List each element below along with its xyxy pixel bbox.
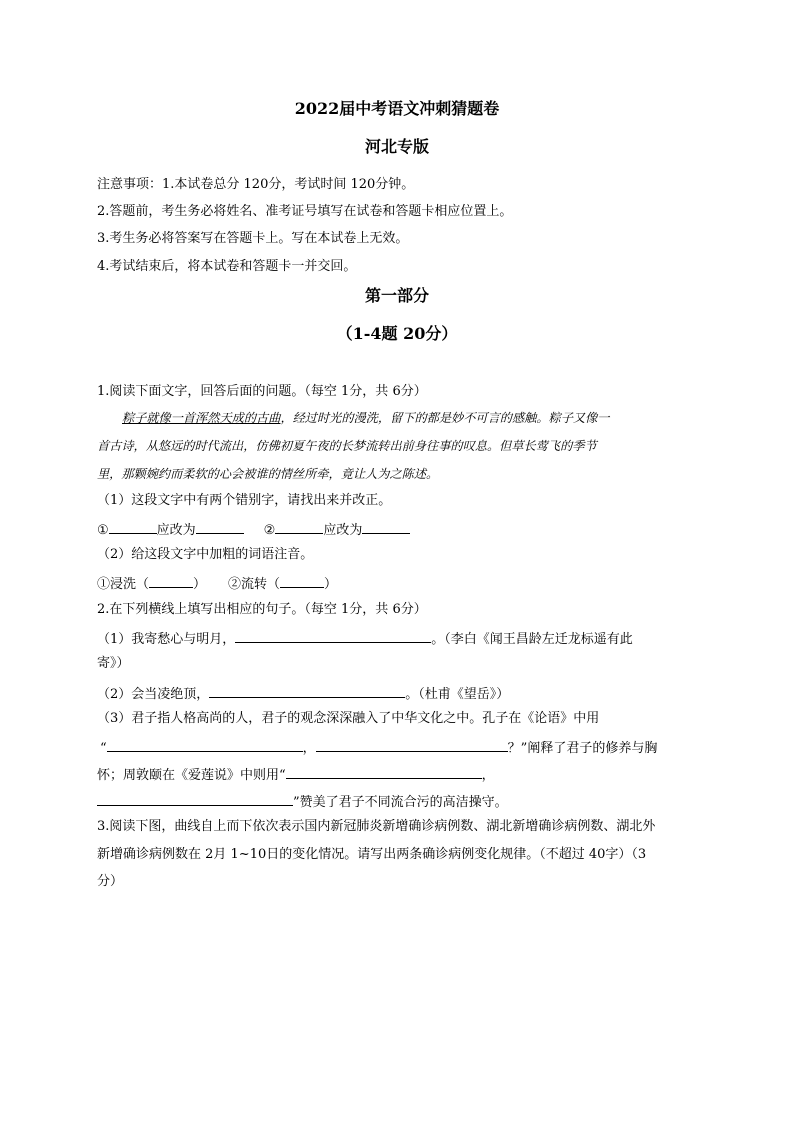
q1-sub-1-mark-1: ① bbox=[97, 523, 109, 538]
q2-sentence-1 bbox=[97, 628, 633, 649]
part-title: 第一部分 bbox=[364, 286, 429, 305]
q1-answer-blank-2b[interactable] bbox=[362, 519, 410, 534]
q2-blank-1[interactable] bbox=[235, 628, 431, 643]
q2-s3-line-4-end: ”赞美了君子不同流合污的高洁操守。 bbox=[293, 795, 508, 810]
q3-line-2: 新增确诊病例数在 2月 1~10日的变化情况。请写出两条确诊病例变化规律。（不超过 40字）（3 bbox=[97, 847, 647, 862]
q1-passage-line-1-rest: ，经过时光的漫洗，留下的都是妙不可言的感触。粽子又像一 bbox=[280, 411, 610, 425]
q1-sub-1: （1）这段文字中有两个错别字，请找出来并改正。 bbox=[97, 493, 392, 508]
notice-line-4: 4.考试结束后，将本试卷和答题卡一并交回。 bbox=[97, 259, 357, 274]
q1-sub-1-mark-2: ② bbox=[263, 523, 276, 538]
q1-pinyin-close-2: ） bbox=[324, 577, 338, 592]
q2-s3-line-3 bbox=[97, 764, 495, 785]
q3-line-1: 3.阅读下图，曲线自上而下依次表示国内新冠肺炎新增确诊病例数、湖北新增确诊病例数、湖北外 bbox=[97, 819, 656, 834]
q2-blank-6[interactable] bbox=[97, 791, 293, 806]
q1-passage-line-2: 首古诗，从悠远的时代流出，仿佛初夏午夜的长梦流转出前身往事的叹息。但草长莺飞的季节 bbox=[97, 439, 597, 453]
q1-pinyin-label-1: ①浸洗（ bbox=[97, 577, 150, 592]
q2-s3-line-2-end: ？”阐释了君子的修养与胸 bbox=[507, 741, 658, 756]
q1-sub-1-change-1: 应改为 bbox=[156, 523, 196, 538]
q3-line-3: 分） bbox=[97, 874, 124, 889]
q2-blank-5[interactable] bbox=[286, 764, 482, 779]
q2-s3-line-3-end: ， bbox=[481, 768, 495, 783]
q1-pinyin-close-1: ） bbox=[193, 577, 207, 592]
q1-answer-blank-1a[interactable] bbox=[109, 519, 157, 534]
q1-sub-1-answers bbox=[97, 519, 410, 540]
q2-s2-start: （2）会当凌绝顶， bbox=[97, 687, 210, 702]
q1-sub-1-change-2: 应改为 bbox=[323, 523, 363, 538]
q1-pinyin-label-2: ②流转（ bbox=[228, 577, 281, 592]
q1-sub-2: （2）给这段文字中加粗的词语注音。 bbox=[97, 547, 314, 562]
exam-subtitle: 河北专版 bbox=[364, 137, 429, 156]
q2-s1-end: 。（李白《闻王昌龄左迁龙标遥有此 bbox=[431, 632, 633, 647]
q1-stem: 1.阅读下面文字，回答后面的问题。（每空 1分，共 6分） bbox=[97, 384, 427, 399]
q2-blank-2[interactable] bbox=[209, 683, 405, 698]
q1-passage-line-1 bbox=[122, 409, 610, 427]
q1-sub-2-answers bbox=[97, 574, 337, 594]
q1-answer-blank-2a[interactable] bbox=[275, 519, 323, 534]
part-range: （1-4题 20分） bbox=[336, 324, 458, 343]
exam-title: 2022届中考语文冲刺猜题卷 bbox=[294, 99, 500, 118]
q1-pinyin-blank-2[interactable] bbox=[280, 574, 324, 588]
q2-blank-4[interactable] bbox=[316, 737, 508, 752]
q1-pinyin-blank-1[interactable] bbox=[149, 574, 193, 588]
q2-stem: 2.在下列横线上填写出相应的句子。（每空 1分，共 6分） bbox=[97, 602, 427, 617]
q1-passage-underlined: 粽子就像一首浑然天成的古曲 bbox=[122, 411, 281, 425]
q2-blank-3[interactable] bbox=[107, 737, 303, 752]
notice-line-1: 注意事项：1.本试卷总分 120分，考试时间 120分钟。 bbox=[97, 177, 415, 192]
notice-line-3: 3.考生务必将答案写在答题卡上。写在本试卷上无效。 bbox=[97, 231, 409, 246]
q2-s1-continued: 寄》） bbox=[97, 656, 130, 671]
q2-sentence-2 bbox=[97, 683, 509, 704]
q2-s2-end: 。（杜甫《望岳》） bbox=[405, 687, 510, 702]
q2-s3-line-4 bbox=[97, 791, 508, 812]
q2-s3-line-3-start: 怀；周敦颐在《爱莲说》中则用“ bbox=[97, 768, 286, 783]
q1-answer-blank-1b[interactable] bbox=[196, 519, 244, 534]
q2-s3-comma: ， bbox=[302, 741, 316, 756]
notice-line-2: 2.答题前，考生务必将姓名、准考证号填写在试卷和答题卡相应位置上。 bbox=[97, 204, 513, 219]
q2-s3-line-1: （3）君子指人格高尚的人，君子的观念深深融入了中华文化之中。孔子在《论语》中用 bbox=[97, 711, 600, 726]
q2-s3-line-2 bbox=[100, 737, 657, 758]
q2-s3-open-quote: “ bbox=[100, 741, 107, 756]
q2-s1-start: （1）我寄愁心与明月， bbox=[97, 632, 236, 647]
q1-passage-line-3: 里，那颗婉约而柔软的心会被谁的情丝所牵，竟让人为之陈述。 bbox=[97, 467, 439, 481]
